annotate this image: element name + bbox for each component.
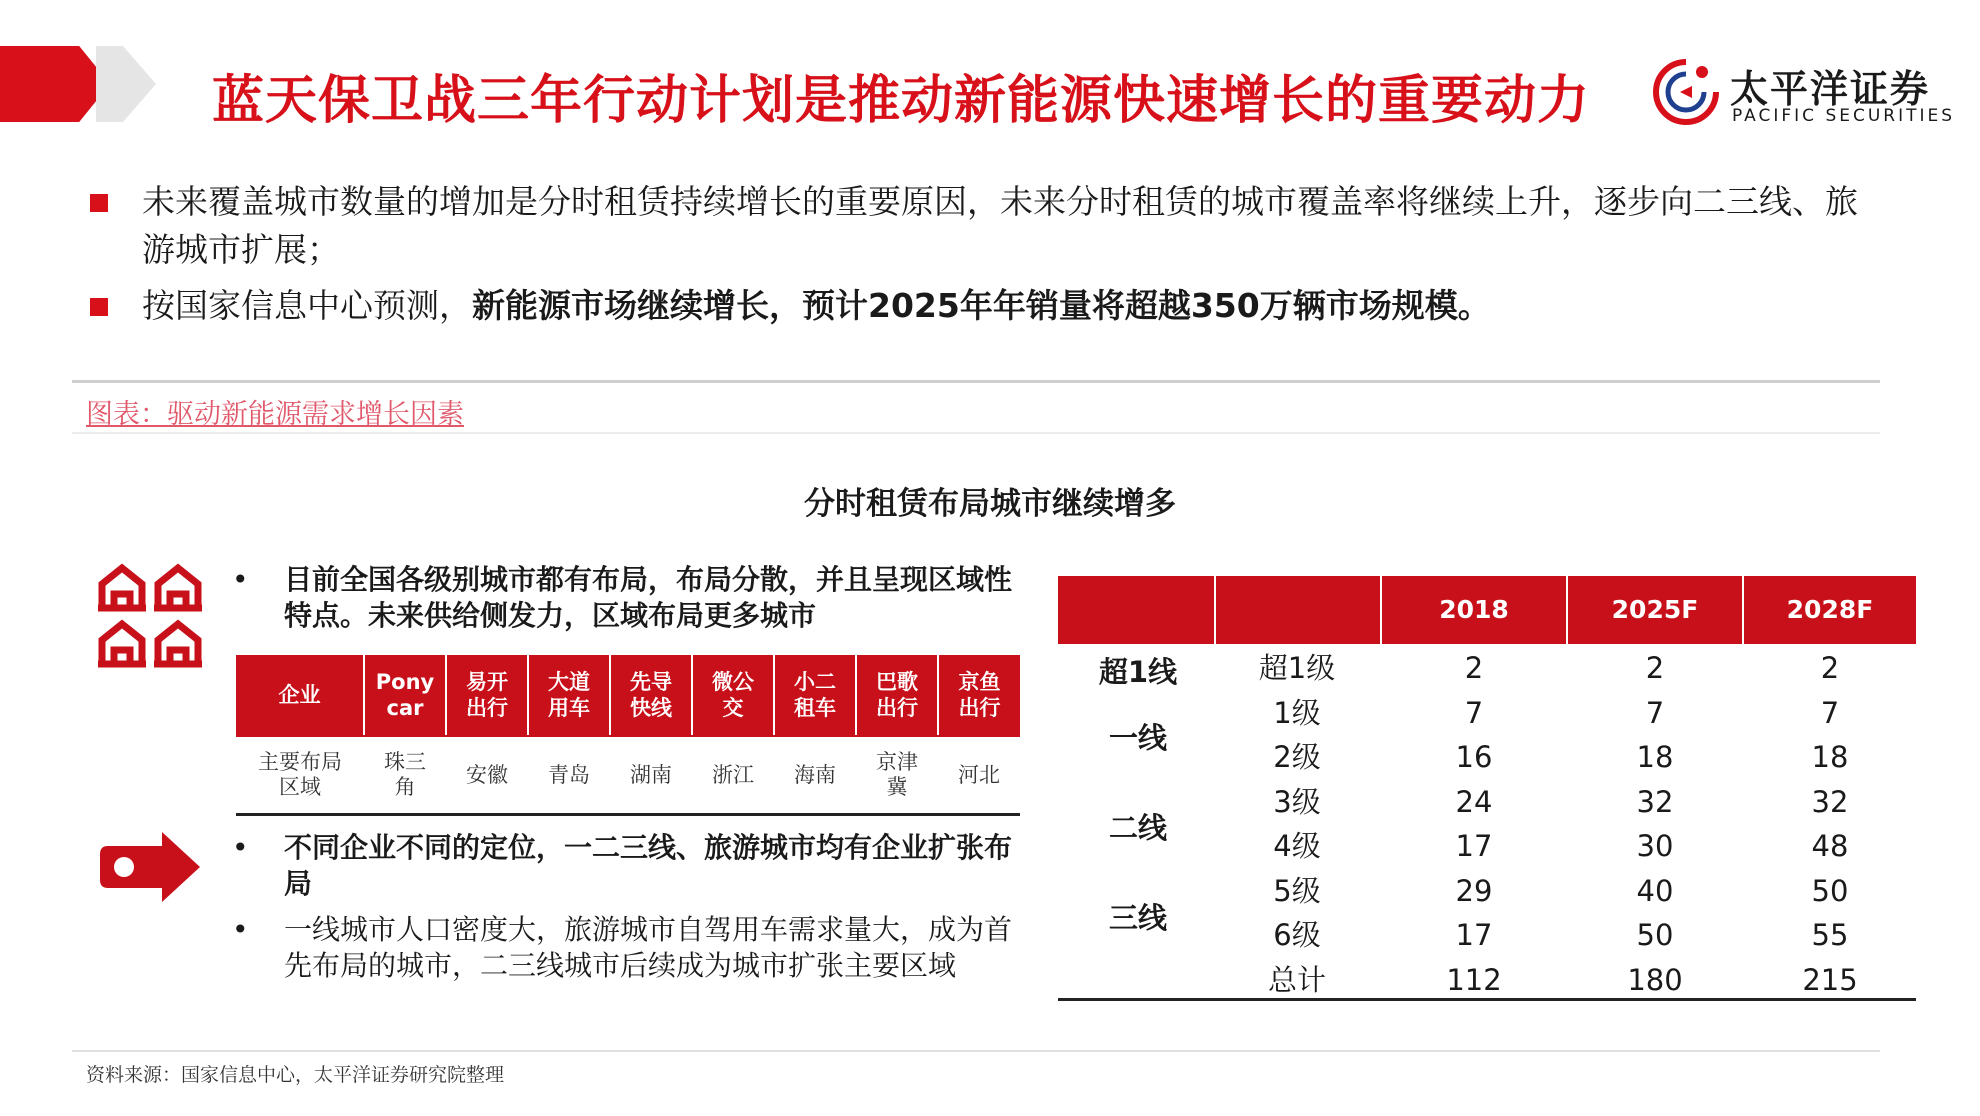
table-cell-v2028: 18 bbox=[1811, 740, 1849, 774]
table-cell: 海南 bbox=[794, 762, 836, 787]
bullet-dot: • bbox=[232, 913, 249, 946]
bullet-text-plain: 按国家信息中心预测， bbox=[142, 286, 472, 325]
table-header-cell: 易开 出行 bbox=[446, 655, 528, 735]
bullet-item bbox=[88, 178, 1888, 274]
group-label: 三线 bbox=[1108, 901, 1167, 935]
table-cell: 安徽 bbox=[466, 762, 508, 787]
table-header-underline bbox=[236, 735, 1020, 737]
table-cell-v2025: 2 bbox=[1645, 651, 1665, 685]
table-cell: 浙江 bbox=[712, 762, 754, 787]
city-table-bottom-rule bbox=[1058, 998, 1916, 1001]
expansion-arrow-icon bbox=[100, 832, 200, 902]
bullet-dot: • bbox=[232, 563, 249, 596]
table-cell-v2018: 17 bbox=[1455, 918, 1493, 952]
table-cell-v2018: 2 bbox=[1464, 651, 1484, 685]
table-header-row bbox=[236, 655, 1020, 735]
summary-bullets bbox=[88, 178, 1888, 338]
bullet-text: 未来覆盖城市数量的增加是分时租赁持续增长的重要原因，未来分时租赁的城市覆盖率将继续上升，逐步向二三线、旅游城市扩展； bbox=[142, 182, 1858, 269]
table-cell: 京津 冀 bbox=[876, 750, 918, 799]
table-cell-v2018: 29 bbox=[1455, 873, 1493, 908]
table-cell-v2025: 32 bbox=[1636, 784, 1674, 819]
left-point-1 bbox=[232, 562, 1032, 634]
bullet-text-bold: 新能源市场继续增长，预计2025年年销量将超越350万辆市场规模。 bbox=[472, 286, 1491, 325]
table-cell-v2025: 18 bbox=[1636, 740, 1674, 774]
logo-text-cn: 太平洋证券 bbox=[1730, 67, 1931, 111]
table-cell-v2025: 180 bbox=[1627, 962, 1683, 997]
divider-figure bbox=[72, 432, 1880, 434]
table-cell-v2018: 17 bbox=[1455, 829, 1493, 863]
table-cell-v2028: 7 bbox=[1820, 695, 1840, 730]
group-label: 一线 bbox=[1108, 721, 1167, 755]
panel-title: 分时租赁布局城市继续增多 bbox=[804, 486, 1176, 522]
table-cell: 珠三 角 bbox=[384, 750, 426, 799]
logo-text-en: PACIFIC SECURITIES bbox=[1732, 106, 1956, 126]
source-note: 资料来源：国家信息中心，太平洋证券研究院整理 bbox=[86, 1064, 505, 1086]
bullet-square-icon bbox=[90, 298, 108, 316]
table-cell-v2018: 112 bbox=[1446, 962, 1502, 997]
table-cell: 青岛 bbox=[548, 762, 590, 787]
table-cell-v2018: 7 bbox=[1464, 695, 1484, 730]
header-2018: 2018 bbox=[1439, 595, 1509, 624]
divider-bottom bbox=[72, 1050, 1880, 1052]
table-cell-v2028: 55 bbox=[1811, 918, 1849, 952]
left-point-1-text: 目前全国各级别城市都有布局，布局分散，并且呈现区域性特点。未来供给侧发力，区域布局更多城市 bbox=[284, 563, 1013, 632]
table-cell-level: 超1级 bbox=[1258, 651, 1336, 685]
table-cell: 河北 bbox=[958, 762, 1000, 787]
table-header-cell: Pony car bbox=[364, 655, 446, 735]
divider-top bbox=[72, 380, 1880, 383]
table-cell-v2028: 50 bbox=[1811, 873, 1849, 908]
table-cell: 湖南 bbox=[630, 762, 672, 787]
company-logo bbox=[1652, 54, 1962, 132]
figure-label: 图表：驱动新能源需求增长因素 bbox=[86, 399, 464, 430]
left-point-3 bbox=[232, 912, 1032, 984]
table-cell-v2028: 32 bbox=[1811, 784, 1849, 819]
bullet-dot: • bbox=[232, 831, 249, 864]
city-buildings-icon bbox=[98, 562, 202, 670]
table-header-cell: 京鱼 出行 bbox=[938, 655, 1020, 735]
table-cell-level: 2级 bbox=[1273, 740, 1321, 774]
table-cell-level: 1级 bbox=[1273, 695, 1321, 730]
left-point-3-text: 一线城市人口密度大，旅游城市自驾用车需求量大，成为首先布局的城市，二三线城市后续成为城市扩张主要区域 bbox=[284, 913, 1013, 982]
left-point-2 bbox=[232, 830, 1032, 902]
bullet-square-icon bbox=[90, 194, 108, 212]
header-separator bbox=[1214, 576, 1216, 644]
table-cell-v2028: 48 bbox=[1811, 829, 1849, 863]
table-header-cell: 微公 交 bbox=[692, 655, 774, 735]
pacific-logo-icon bbox=[1652, 58, 1720, 126]
table-cell-level: 5级 bbox=[1273, 873, 1321, 908]
table-cell-v2028: 215 bbox=[1802, 962, 1858, 997]
table-row bbox=[236, 735, 1020, 815]
group-label: 超1线 bbox=[1098, 655, 1178, 689]
header-chevron-red bbox=[0, 46, 110, 122]
table-cell-v2018: 24 bbox=[1455, 784, 1493, 819]
bullet-item bbox=[88, 282, 1888, 330]
header-chevron-grey bbox=[96, 46, 156, 122]
table-cell-v2025: 50 bbox=[1636, 918, 1674, 952]
table-bottom-rule bbox=[236, 813, 1020, 816]
table-header-cell: 先导 快线 bbox=[610, 655, 692, 735]
left-point-2-text: 不同企业不同的定位，一二三线、旅游城市均有企业扩张布局 bbox=[284, 831, 1013, 900]
header-2025f: 2025F bbox=[1611, 595, 1699, 624]
table-header-cell: 企业 bbox=[236, 655, 364, 735]
table-cell-level: 总计 bbox=[1267, 962, 1326, 997]
table-cell-v2025: 7 bbox=[1645, 695, 1665, 730]
city-table-header bbox=[1058, 576, 1916, 644]
table-cell-v2025: 30 bbox=[1636, 829, 1674, 863]
table-cell-v2025: 40 bbox=[1636, 873, 1674, 908]
table-header-cell: 大道 用车 bbox=[528, 655, 610, 735]
header-2028f: 2028F bbox=[1786, 595, 1874, 624]
page-title: 蓝天保卫战三年行动计划是推动新能源快速增长的重要动力 bbox=[212, 71, 1591, 131]
table-cell-v2018: 16 bbox=[1455, 740, 1493, 774]
table-header-cell: 小二 租车 bbox=[774, 655, 856, 735]
table-header-cell: 巴歌 出行 bbox=[856, 655, 938, 735]
table-cell: 主要布局 区域 bbox=[258, 750, 342, 799]
table-cell-level: 6级 bbox=[1273, 918, 1321, 952]
table-cell-level: 4级 bbox=[1273, 829, 1321, 863]
table-cell-level: 3级 bbox=[1273, 784, 1321, 819]
table-cell-v2028: 2 bbox=[1820, 651, 1840, 685]
group-label: 二线 bbox=[1108, 811, 1167, 845]
